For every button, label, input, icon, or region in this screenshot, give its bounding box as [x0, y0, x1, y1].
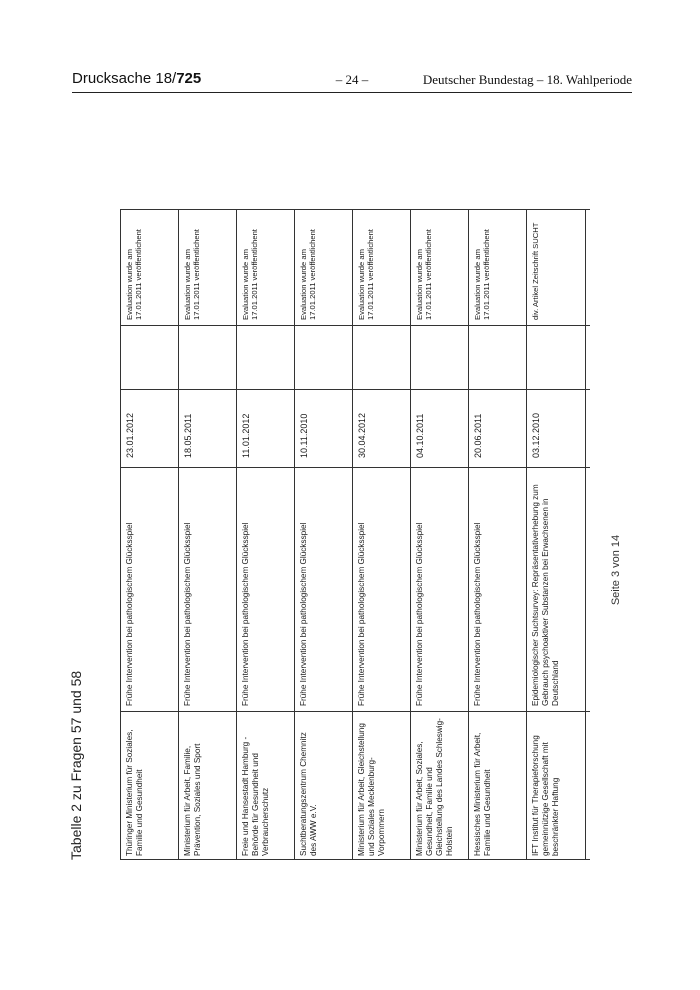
page-number: – 24 – — [335, 72, 369, 87]
evaluation-cell: Evaluation wurde am 17.01.2011 veröffentlichent — [415, 229, 433, 320]
project-cell: Frühe Intervention bei pathologischem Glücksspiel — [183, 522, 192, 706]
institution-cell: Ministerium für Arbeit, Soziales, Gesundheit, Familie und Gleichstellung des Landes Schleswig-Holstein — [415, 718, 454, 856]
document-number-prefix: Drucksache 18/ — [72, 70, 177, 87]
project-cell: Epidemiologischer Suchtsurvey: Repräsentativerhebung zum Gebrauch psychoaktiver Substanzen bei Erwachsenen in Deutschland — [531, 484, 560, 706]
table-row — [120, 210, 179, 860]
date-cell: 23.01.2012 — [125, 412, 135, 458]
scanned-table-page — [50, 120, 650, 920]
date-cell: 03.12.2010 — [531, 412, 541, 458]
column-divider — [120, 467, 590, 468]
date-cell: 10.11.2010 — [299, 413, 309, 458]
project-cell: Frühe Intervention bei pathologischem Glücksspiel — [125, 522, 134, 706]
institution-cell: Freie und Hansestadt Hamburg - Behörde für Gesundheit und Verbraucherschutz — [241, 736, 270, 856]
column-divider — [120, 325, 590, 326]
evaluation-cell: Evaluation wurde am 17.01.2011 veröffentlichent — [299, 229, 317, 320]
institution-cell: Ministerium für Arbeit, Gleichstellung und Soziales Mecklenburg-Vorpommern — [357, 723, 386, 856]
evaluation-cell: Evaluation wurde am 17.01.2011 veröffentlichent — [241, 229, 259, 320]
document-number-value: 725 — [176, 70, 202, 87]
evaluation-cell: Evaluation wurde am 17.01.2011 veröffentlichent — [183, 229, 201, 320]
evaluation-cell: Evaluation wurde am 17.01.2011 veröffentlichent — [125, 229, 143, 320]
column-divider — [120, 711, 590, 712]
publisher-title: Deutscher Bundestag – 18. Wahlperiode — [422, 72, 632, 87]
date-cell: 04.10.2011 — [415, 413, 425, 458]
institution-cell: Suchtberatungszentrum Chemnitz des AWW e.V. — [299, 732, 318, 856]
column-divider — [120, 209, 590, 210]
project-cell: Frühe Intervention bei pathologischem Glücksspiel — [241, 522, 250, 706]
data-table — [120, 210, 590, 860]
table-row — [352, 210, 411, 860]
table-caption: Tabelle 2 zu Fragen 57 und 58 — [68, 670, 84, 860]
institution-cell: Hessisches Ministerium für Arbeit, Familie und Gesundheit — [473, 732, 492, 856]
date-cell: 18.05.2011 — [183, 413, 193, 458]
table-row — [294, 210, 353, 860]
institution-cell: Ministerium für Arbeit, Familie, Prävention, Soziales und Sport — [183, 743, 202, 856]
project-cell: Frühe Intervention bei pathologischem Glücksspiel — [415, 522, 424, 706]
column-divider — [120, 859, 590, 860]
institution-cell: IFT Institut für Therapieforschung gemeinnützige Gesellschaft mit beschränkter Haftung — [531, 735, 560, 856]
project-cell: Frühe Intervention bei pathologischem Glücksspiel — [357, 522, 366, 706]
date-cell: 20.06.2011 — [473, 413, 483, 458]
institution-cell: Thüringer Ministerium für Soziales, Familie und Gesundheit — [125, 729, 144, 856]
project-cell: Frühe Intervention bei pathologischem Glücksspiel — [473, 522, 482, 706]
evaluation-cell: Evaluation wurde am 17.01.2011 veröffentlichent — [357, 229, 375, 320]
project-cell: Frühe Intervention bei pathologischem Glücksspiel — [299, 522, 308, 706]
table-row — [468, 210, 527, 860]
table-row — [236, 210, 295, 860]
evaluation-cell: Evaluation wurde am 17.01.2011 veröffentlichent — [473, 229, 491, 320]
page-header — [72, 68, 632, 93]
table-row — [526, 210, 586, 860]
column-divider — [120, 389, 590, 390]
table-row — [410, 210, 469, 860]
scan-page-footer: Seite 3 von 14 — [610, 534, 622, 606]
date-cell: 11.01.2012 — [241, 413, 251, 458]
date-cell: 30.04.2012 — [357, 412, 367, 458]
evaluation-cell: div. Artikel Zeitschrift SUCHT — [531, 222, 540, 320]
table-row — [178, 210, 237, 860]
